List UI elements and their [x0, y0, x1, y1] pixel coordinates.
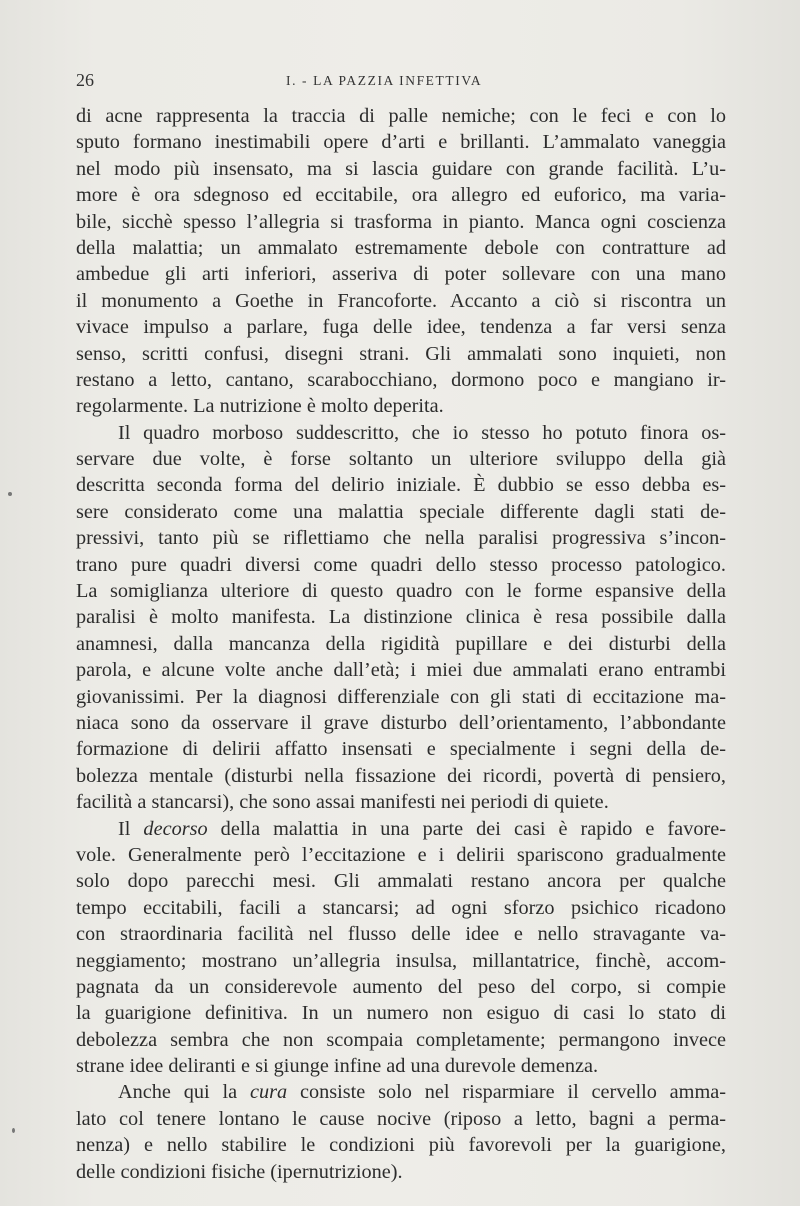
text-line: bolezza mentale (disturbi nella fissazione dei ricordi, povertà di pensiero, [76, 764, 726, 787]
text-line: neggiamento; mostrano un’allegria insulsa, millantatrice, finchè, accom- [76, 949, 726, 972]
text-line: pagnata da un considerevole aumento del peso del corpo, si compie [76, 975, 726, 998]
text-line: della malattia; un ammalato estremamente debole con contratture ad [76, 236, 726, 259]
running-head [76, 70, 726, 94]
text-line: tempo eccitabili, facili a stancarsi; ad ogni sforzo psichico ricadono [76, 896, 726, 919]
text-line: bile, sicchè spesso l’allegria si trasforma in pianto. Manca ogni coscienza [76, 210, 726, 233]
print-speck [8, 492, 12, 496]
paragraph-start-line: Anche qui la cura consiste solo nel risparmiare il cervello amma- [118, 1081, 726, 1104]
text-line: regolarmente. La nutrizione è molto deperita. [76, 395, 444, 418]
text-line: facilità a stancarsi), che sono assai manifesti nei periodi di quiete. [76, 791, 609, 814]
text-line: servare due volte, è forse soltanto un ulteriore sviluppo della già [76, 448, 726, 471]
text-line: nel modo più insensato, ma si lascia guidare con grande facilità. L’u- [76, 157, 726, 180]
text-line: vivace impulso a parlare, fuga delle idee, tendenza a far versi senza [76, 316, 726, 339]
text-line: restano a letto, cantano, scarabocchiano, dormono poco e mangiano ir- [76, 368, 726, 391]
chapter-title: I. - LA PAZZIA INFETTIVA [286, 73, 483, 88]
text-line: la guarigione definitiva. In un numero non esiguo di casi lo stato di [76, 1002, 726, 1025]
text-line: sputo formano inestimabili opere d’arti e brillanti. L’ammalato vaneggia [76, 131, 726, 154]
text-line: pressivi, tanto più se riflettiamo che nella paralisi progressiva s’incon- [76, 527, 726, 550]
text-line: formazione di delirii affatto insensati e specialmente i segni della de- [76, 738, 726, 761]
text-line: delle condizioni fisiche (ipernutrizione). [76, 1160, 403, 1183]
print-speck [12, 1128, 15, 1133]
text-line: La somiglianza ulteriore di questo quadro con le forme espansive della [76, 580, 726, 603]
text-line: descritta seconda forma del delirio iniziale. È dubbio se esso debba es- [76, 474, 726, 497]
text-line: di acne rappresenta la traccia di palle nemiche; con le feci e con lo [76, 105, 726, 127]
text-line: ambedue gli arti inferiori, asseriva di poter sollevare con una mano [76, 263, 726, 286]
text-line: paralisi è molto manifesta. La distinzione clinica è resa possibile dalla [76, 606, 726, 629]
text-line: vole. Generalmente però l’eccitazione e i delirii spariscono gradualmente [76, 843, 726, 866]
text-line: con straordinaria facilità nel flusso delle idee e nello stravagante va- [76, 923, 726, 946]
text-line: giovanissimi. Per la diagnosi differenziale con gli stati di eccitazione ma- [76, 685, 726, 708]
page-number: 26 [76, 70, 94, 90]
text-line: more è ora sdegnoso ed eccitabile, ora allegro ed euforico, ma varia- [76, 184, 726, 207]
text-line: parola, e alcune volte anche dall’età; i miei due ammalati erano entrambi [76, 659, 726, 682]
text-line: il monumento a Goethe in Francoforte. Accanto a ciò si riscontra un [76, 289, 726, 312]
text-line: solo dopo parecchi mesi. Gli ammalati restano ancora per qualche [76, 870, 726, 893]
text-line: lato col tenere lontano le cause nocive (riposo a letto, bagni a perma- [76, 1107, 726, 1130]
text-line: nenza) e nello stabilire le condizioni più favorevoli per la guarigione, [76, 1134, 726, 1157]
paragraph-start-line: Il decorso della malattia in una parte dei casi è rapido e favore- [118, 817, 726, 840]
text-line: sere considerato come una malattia speciale differente dagli stati de- [76, 500, 726, 523]
text-line: senso, scritti confusi, disegni strani. Gli ammalati sono inquieti, non [76, 342, 726, 365]
text-line: strane idee deliranti e si giunge infine ad una durevole demenza. [76, 1055, 599, 1078]
text-line: anamnesi, dalla mancanza della rigidità pupillare e dei disturbi della [76, 632, 726, 655]
body-text [76, 103, 726, 1185]
italic-term-cura: cura [249, 1081, 288, 1104]
text-line: niaca sono da osservare il grave disturbo dell’orientamento, l’abbondante [76, 711, 726, 734]
paragraph-start-line: Il quadro morboso suddescritto, che io stesso ho potuto finora os- [118, 421, 726, 444]
italic-term-decorso: decorso [143, 817, 208, 840]
text-line: trano pure quadri diversi come quadri dello stesso processo patologico. [76, 553, 726, 576]
text-line: debolezza sembra che non scompaia completamente; permangono invece [76, 1028, 726, 1051]
